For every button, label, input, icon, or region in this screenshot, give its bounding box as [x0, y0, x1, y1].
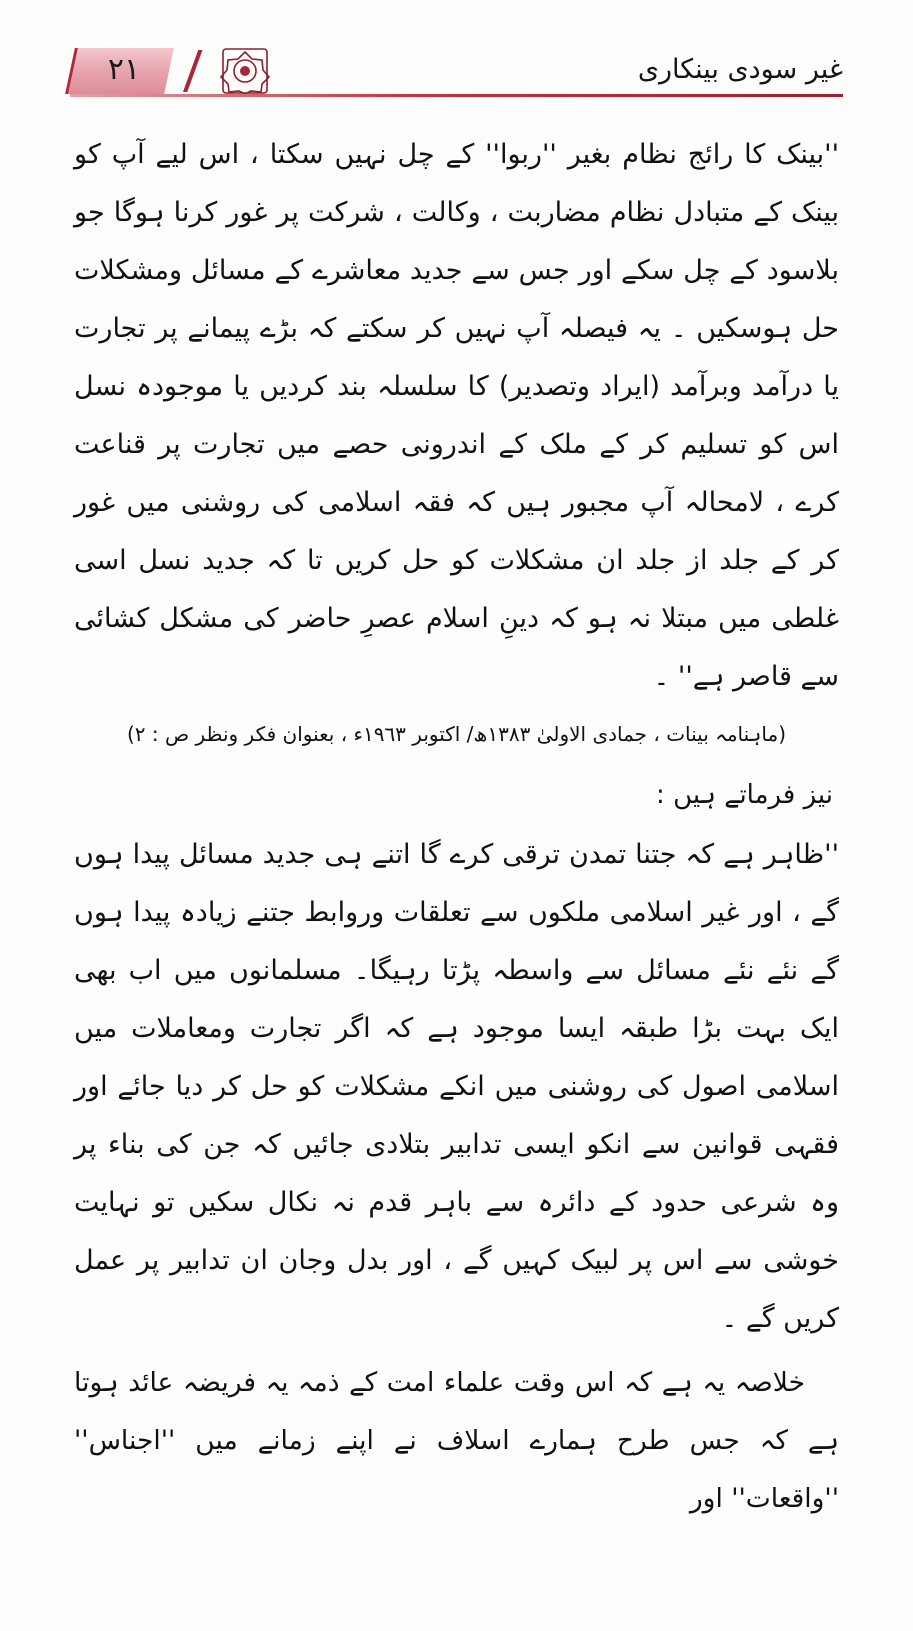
book-title: غیر سودی بینکاری	[637, 54, 843, 85]
citation-reference-1: (ماہنامہ بینات ، جمادی الاولیٰ ١٣٨٣ھ/ اکتوبر ١٩٦٣ء ، بعنوان فکر ونظر ص : ٢)	[126, 722, 787, 746]
paragraph-quote-1: ''بینک کا رائج نظام بغیر ''ربوا'' کے چل نہیں سکتا ، اس لیے آپ کو بینک کے متبادل نظام مضاربت ، وکالت ، شرکت پر غور کرنا ہوگا جو بلاسود کے چل سکے اور جس سے جدید معاشرے کے مسائل ومشکلات حل ہوسکیں ۔ یہ فیصلہ آپ نہیں کر سکتے کہ بڑے پیمانے پر تجارت یا درآمد وبرآمد (ایراد وتصدیر) کا سلسلہ بند کردیں یا موجودہ نسل اس کو تسلیم کر کے ملک کے اندرونی حصے میں تجارت پر قناعت کرے ، لامحالہ آپ مجبور ہیں کہ فقہ اسلامی کی روشنی میں غور کر کے جلد از جلد ان مشکلات کو حل کریں تا کہ جدید نسل اسی غلطی میں مبتلا نہ ہو کہ دینِ اسلام عصرِ حاضر کی مشکل کشائی سے قاصر ہے'' ۔	[74, 139, 839, 692]
page-number: ٢١	[107, 52, 141, 87]
diagonal-slash-icon	[174, 50, 214, 92]
paragraph-summary: خلاصہ یہ ہے کہ اس وقت علماء امت کے ذمہ یہ فریضہ عائد ہوتا ہے کہ جس طرح ہمارے اسلاف نے اپنے زمانے میں ''اجناس'' ''واقعات'' اور	[74, 1367, 839, 1514]
header-divider	[70, 94, 843, 97]
lead-line: نیز فرماتے ہیں :	[656, 780, 833, 810]
page-content	[74, 126, 839, 1534]
paragraph-quote-2: ''ظاہر ہے کہ جتنا تمدن ترقی کرے گا اتنے ہی جدید مسائل پیدا ہوں گے ، اور غیر اسلامی ملکوں سے تعلقات وروابط جتنے زیادہ پیدا ہوں گے نئے نئے مسائل سے واسطہ پڑتا رہیگا۔ مسلمانوں میں اب بھی ایک بہت بڑا طبقہ ایسا موجود ہے کہ اگر تجارت ومعاملات میں اسلامی اصول کی روشنی میں انکے مشکلات کو حل کر دیا جائے اور فقہی قوانین سے انکو ایسی تدابیر بتلادی جائیں کہ جن کی بناء پر وہ شرعی حدود کے دائرہ سے باہر قدم نہ نکال سکیں تو نہایت خوشی سے اس پر لبیک کہیں گے ، اور بدل وجان ان تدابیر پر عمل کریں گے ۔	[74, 839, 839, 1334]
star-medallion-icon	[218, 46, 272, 96]
